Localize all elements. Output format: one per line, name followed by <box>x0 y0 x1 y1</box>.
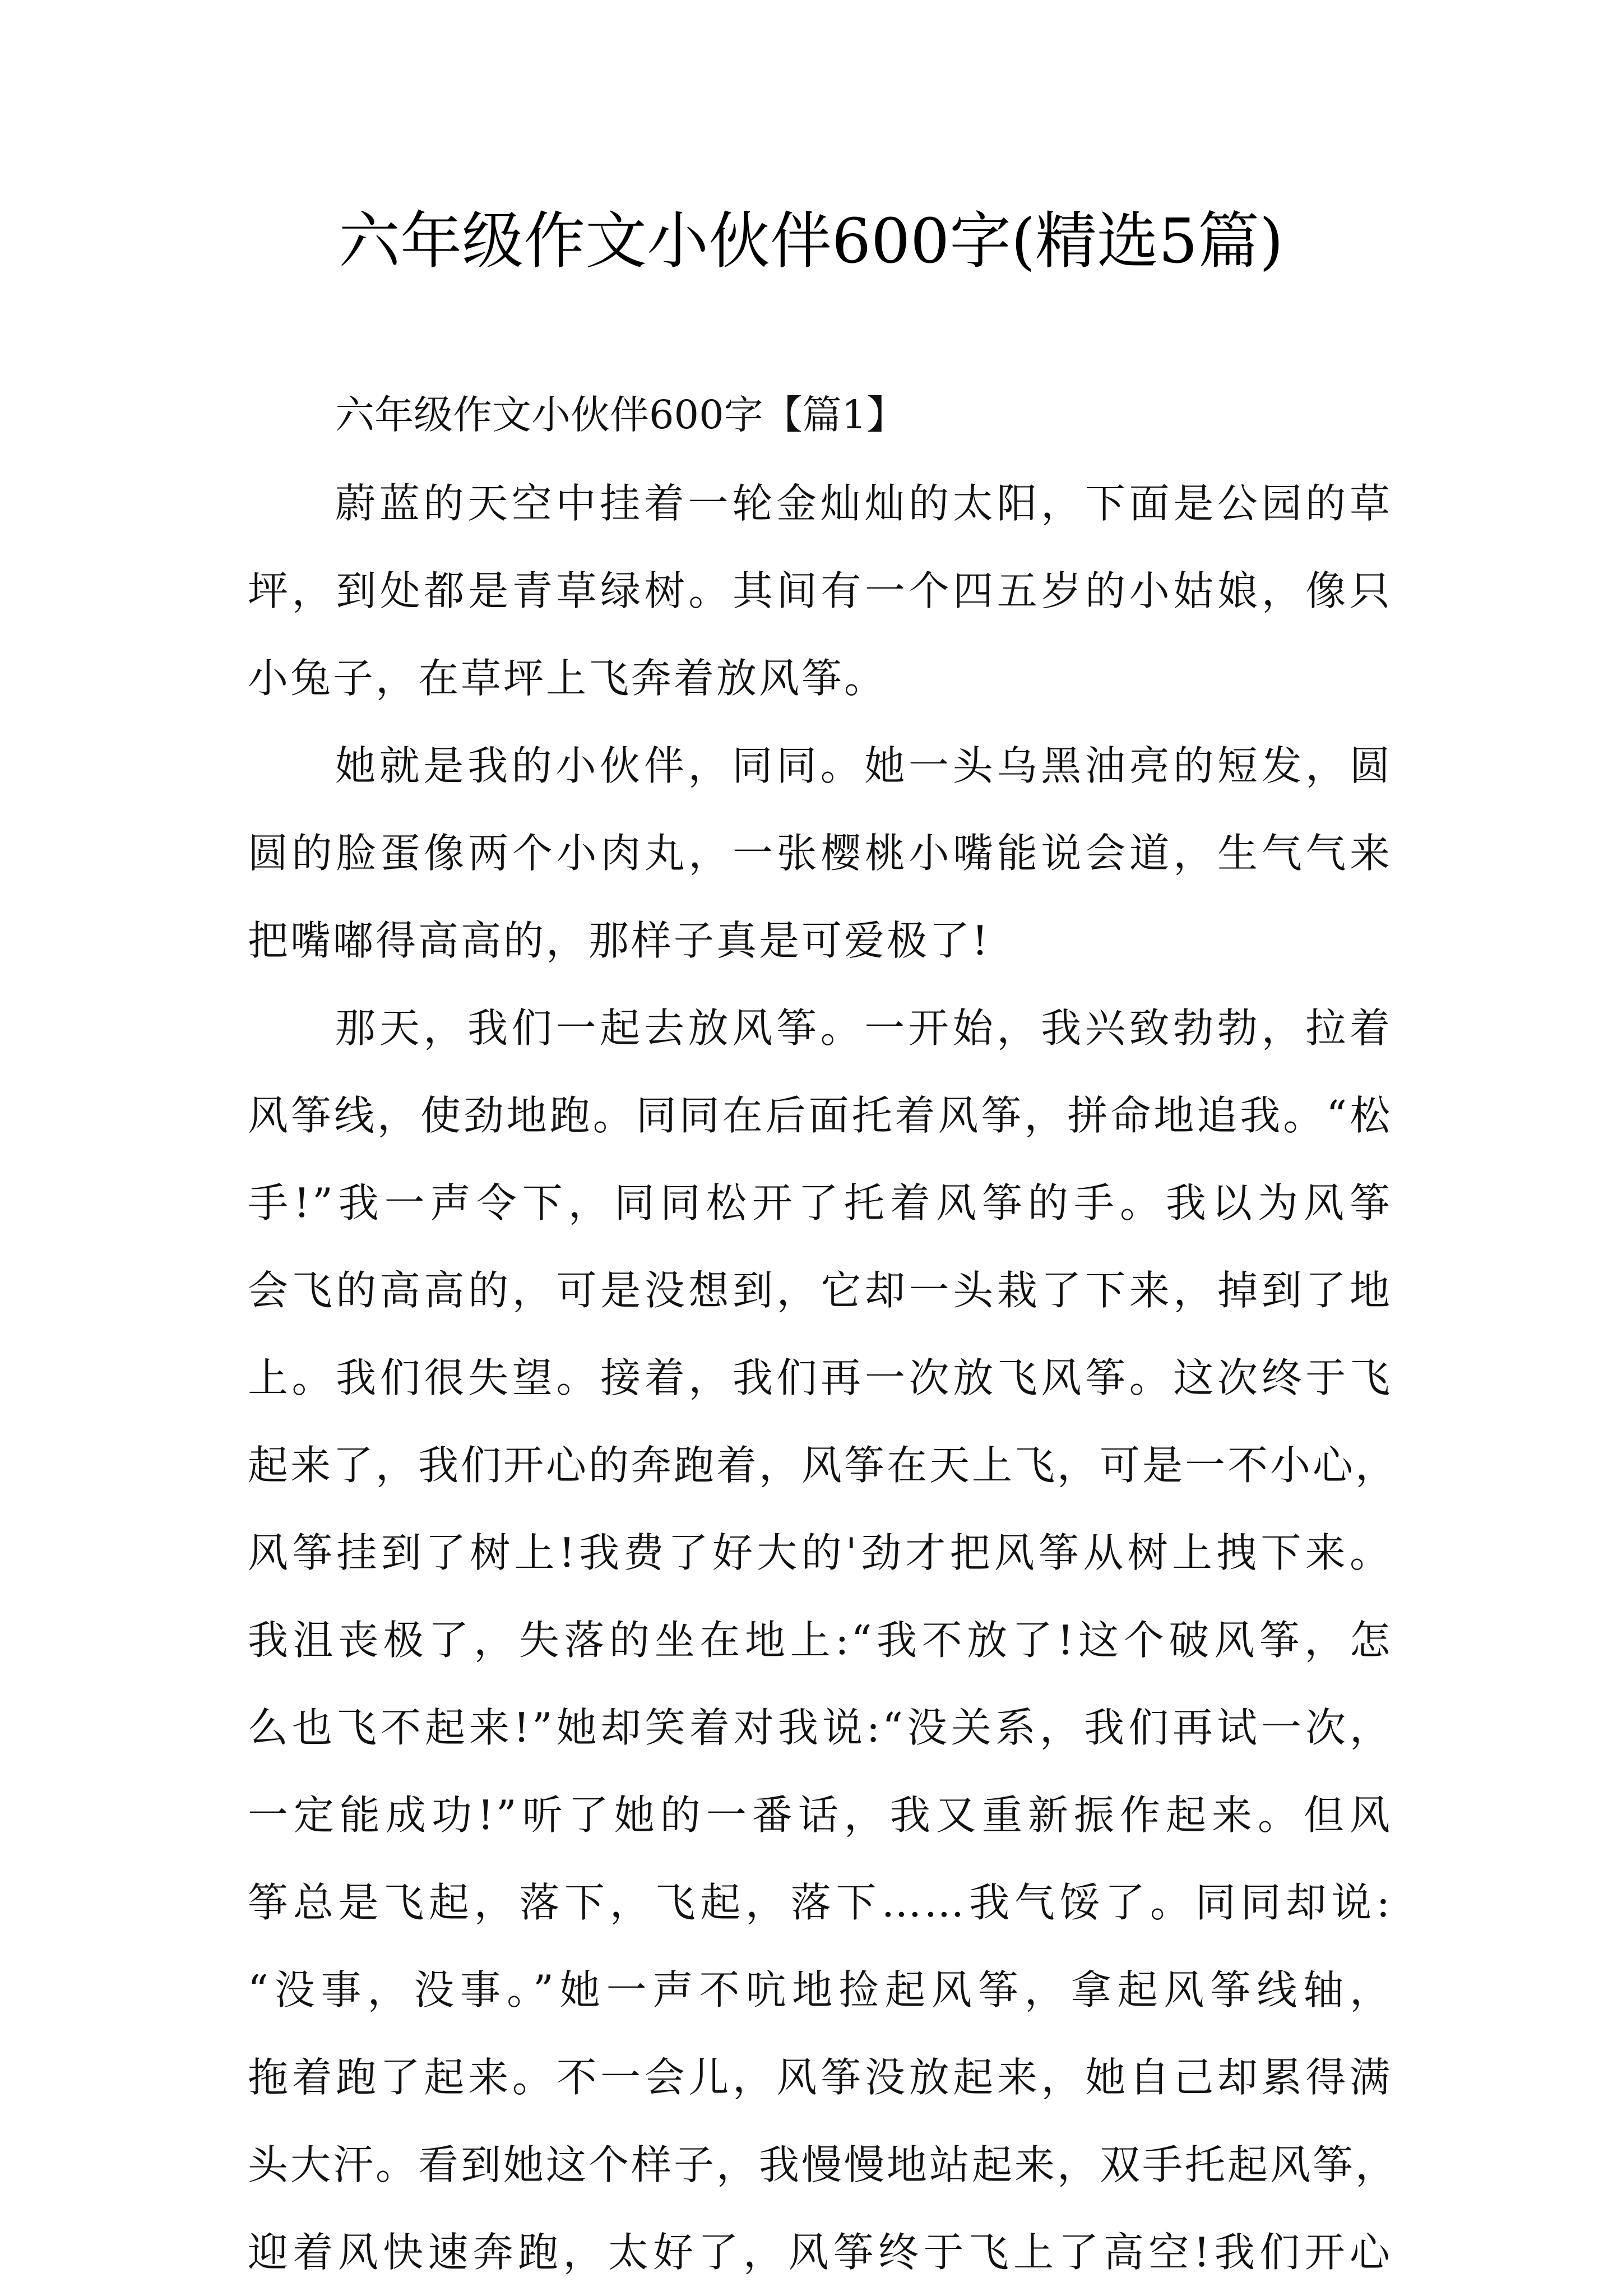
text-line: 蔚蓝的天空中挂着一轮金灿灿的太阳，下面是公园的草 <box>335 480 1392 527</box>
paragraph-1 <box>248 460 1392 722</box>
text-line: 会飞的高高的，可是没想到，它却一头栽了下来，掉到了地 <box>248 1267 1392 1314</box>
text-line: 小兔子，在草坪上飞奔着放风筝。 <box>248 655 887 702</box>
text-line: 把嘴嘟得高高的，那样子真是可爱极了! <box>248 917 990 964</box>
text-line: 坪，到处都是青草绿树。其间有一个四五岁的小姑娘，像只 <box>248 567 1392 614</box>
text-line: 圆的脸蛋像两个小肉丸，一张樱桃小嘴能说会道，生气气来 <box>248 830 1392 877</box>
text-line: 头大汗。看到她这个样子，我慢慢地站起来，双手托起风筝， <box>248 2141 1398 2188</box>
text-line: 筝总是飞起，落下，飞起，落下……我气馁了。同同却说: <box>248 1879 1392 1926</box>
text-line: 那天，我们一起去放风筝。一开始，我兴致勃勃，拉着 <box>335 1004 1392 1052</box>
document-body <box>248 370 1398 2296</box>
text-line: 么也飞不起来!”她却笑着对我说:“没关系，我们再试一次， <box>248 1704 1392 1751</box>
text-line: 迎着风快速奔跑，太好了，风筝终于飞上了高空!我们开心 <box>248 2229 1392 2276</box>
text-line: 手!”我一声令下，同同松开了托着风筝的手。我以为风筝 <box>248 1179 1392 1226</box>
text-line: 我沮丧极了，失落的坐在地上:“我不放了!这个破风筝，怎 <box>248 1617 1392 1664</box>
text-line: 一定能成功!”听了她的一番话，我又重新振作起来。但风 <box>248 1792 1392 1839</box>
text-line: 风筝线，使劲地跑。同同在后面托着风筝，拼命地追我。“松 <box>248 1092 1392 1139</box>
text-line: 她就是我的小伙伴，同同。她一头乌黑油亮的短发，圆 <box>335 742 1392 789</box>
text-line: 风筝挂到了树上!我费了好大的'劲才把风筝从树上拽下来。 <box>248 1529 1392 1576</box>
text-line: “没事，没事。”她一声不吭地捡起风筝，拿起风筝线轴， <box>248 1966 1392 2013</box>
section-heading: 六年级作文小伙伴600字【篇1】 <box>335 392 906 438</box>
paragraph-3 <box>248 984 1398 2296</box>
text-line: 拖着跑了起来。不一会儿，风筝没放起来，她自己却累得满 <box>248 2054 1392 2101</box>
paragraph-2 <box>248 722 1392 984</box>
text-line: 上。我们很失望。接着，我们再一次放飞风筝。这次终于飞 <box>248 1354 1392 1401</box>
document-title: 六年级作文小伙伴600字(精选5篇) <box>339 205 1283 277</box>
text-line: 起来了，我们开心的奔跑着，风筝在天上飞，可是一不小心， <box>248 1442 1398 1489</box>
